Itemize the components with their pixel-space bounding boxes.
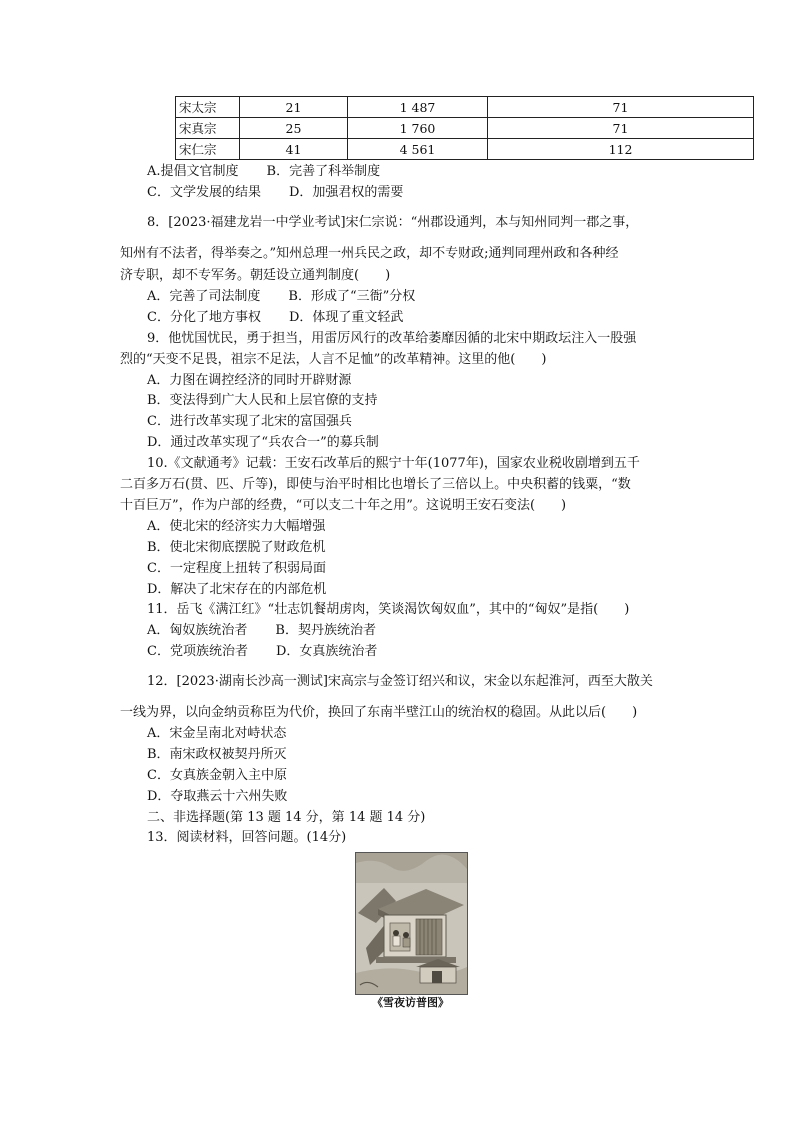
q8-stem-line3: 济专职，却不专军务。朝廷设立通判制度( ): [120, 268, 391, 283]
option-b: B．契丹族统治者: [275, 623, 376, 638]
q10-option-c: C．一定程度上扭转了积弱局面: [147, 561, 326, 576]
table-cell: 71: [488, 97, 754, 118]
q8-stem-line1: 8．[2023·福建龙岩一中学业考试]宋仁宗说：“州郡设通判，本与知州同判一郡之事，: [147, 215, 639, 230]
table-cell: 25: [240, 118, 348, 139]
q9-option-b: B．变法得到广大人民和上层官僚的支持: [147, 393, 378, 408]
q9-option-c: C．进行改革实现了北宋的富国强兵: [147, 414, 352, 429]
painting-image: [355, 852, 468, 995]
q12-stem-line2: 一线为界，以向金纳贡称臣为代价，换回了东南半壁江山的统治权的稳固。从此以后( ): [120, 705, 638, 720]
table-cell: 宋仁宗: [176, 139, 240, 160]
option-a: A.提倡文官制度: [147, 164, 239, 179]
q12-stem-line1: 12．[2023·湖南长沙高一测试]宋高宗与金签订绍兴和议，宋金以东起淮河，西至大散关: [147, 674, 653, 689]
option-c: C．分化了地方事权: [147, 310, 261, 325]
q13-stem-line1: 13．阅读材料，回答问题。(14分): [147, 830, 347, 845]
table-cell: 41: [240, 139, 348, 160]
q10-stem-line1: 10.《文献通考》记载：王安石改革后的熙宁十年(1077年)，国家农业税收剧增到五千: [147, 456, 640, 471]
q12-option-a: A．宋金呈南北对峙状态: [147, 726, 287, 741]
data-table: [175, 96, 754, 160]
table-cell: 4 561: [348, 139, 488, 160]
table-cell: 1 760: [348, 118, 488, 139]
q8-options-row1: [147, 288, 415, 306]
table-row: [176, 118, 754, 139]
option-d: D．体现了重文轻武: [288, 310, 404, 325]
table-cell: 112: [488, 139, 754, 160]
q10-option-b: B．使北宋彻底摆脱了财政危机: [147, 540, 326, 555]
table-row: [176, 139, 754, 160]
option-b: B．完善了科举制度: [266, 164, 381, 179]
table-cell: 宋太宗: [176, 97, 240, 118]
table-cell: 71: [488, 118, 754, 139]
q11-options-row1: [147, 622, 376, 640]
option-c: C．文学发展的结果: [147, 185, 261, 200]
option-a: A．匈奴族统治者: [147, 623, 248, 638]
q10-stem-line3: 十百巨万”，作为户部的经费，“可以支二十年之用”。这说明王安石变法( ): [120, 498, 567, 513]
q10-option-d: D．解决了北宋存在的内部危机: [147, 582, 327, 597]
q8-options-row2: [147, 309, 403, 327]
table-cell: 宋真宗: [176, 118, 240, 139]
q9-stem-line1: 9．他忧国忧民，勇于担当，用雷厉风行的改革给萎靡因循的北宋中期政坛注入一股强: [147, 331, 637, 346]
q12-option-d: D．夺取燕云十六州失败: [147, 789, 288, 804]
q9-stem-line2: 烈的“天变不足畏，祖宗不足法，人言不足恤”的改革精神。这里的他( ): [120, 352, 547, 367]
figure-caption: 《雪夜访普图》: [372, 996, 449, 1009]
table-cell: 21: [240, 97, 348, 118]
option-d: D．女真族统治者: [275, 644, 378, 659]
painting-illustration: [356, 853, 467, 994]
table-cell: 1 487: [348, 97, 488, 118]
q9-option-d: D．通过改革实现了“兵农合一”的募兵制: [147, 435, 379, 450]
q10-option-a: A．使北宋的经济实力大幅增强: [147, 519, 326, 534]
option-c: C．党项族统治者: [147, 644, 248, 659]
q10-stem-line2: 二百多万石(贯、匹、斤等)，即使与治平时相比也增长了三倍以上。中央积蓄的钱粟，“数: [120, 477, 631, 492]
q7-options-row1: [147, 163, 380, 181]
q8-stem-line2: 知州有不法者，得举奏之。”知州总理一州兵民之政，却不专财政;通判同理州政和各种经: [120, 246, 619, 261]
q12-option-c: C．女真族金朝入主中原: [147, 768, 287, 783]
section-heading: 二、非选择题(第 13 题 14 分，第 14 题 14 分): [147, 810, 426, 825]
q11-stem-line1: 11．岳飞《满江红》“壮志饥餐胡虏肉，笑谈渴饮匈奴血”，其中的“匈奴”是指( ): [147, 602, 630, 617]
q9-option-a: A．力图在调控经济的同时开辟财源: [147, 373, 352, 388]
q7-options-row2: [147, 184, 403, 202]
option-a: A．完善了司法制度: [147, 289, 261, 304]
option-d: D．加强君权的需要: [288, 185, 404, 200]
q12-option-b: B．南宋政权被契丹所灭: [147, 747, 287, 762]
table-row: [176, 97, 754, 118]
option-b: B．形成了“三衙”分权: [288, 289, 416, 304]
q11-options-row2: [147, 643, 377, 661]
